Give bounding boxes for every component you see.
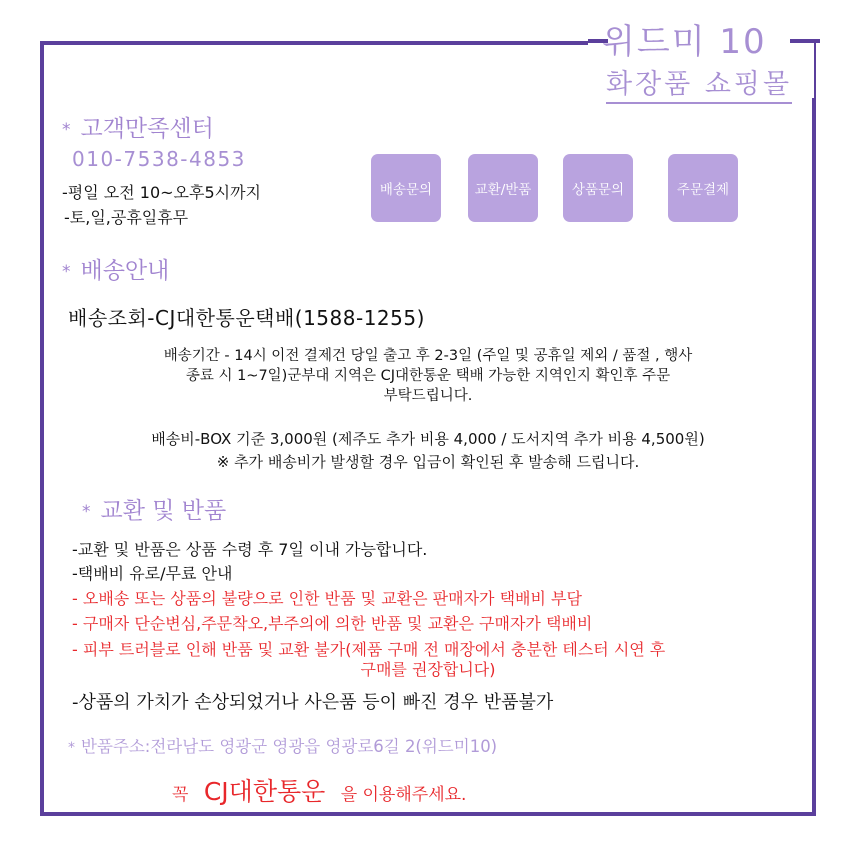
brand-title: 위드미 10 (602, 22, 767, 62)
tracking-info: 배송조회-CJ대한통운택배(1588-1255) (68, 306, 425, 330)
shipping-heading-text: 배송안내 (80, 258, 170, 284)
courier-name: CJ대한통운 (203, 777, 326, 806)
return-address (68, 733, 497, 757)
courier-notice-prefix: 꼭 (172, 785, 189, 805)
shipping-heading (62, 252, 169, 285)
returns-heading (82, 492, 226, 525)
asterisk-icon: * (82, 501, 91, 522)
shipping-fee: 배송비-BOX 기준 3,000원 (제주도 추가 비용 4,000 / 도서지역 추가 비용 4,500원) (151, 430, 705, 448)
asterisk-icon: * (62, 119, 71, 140)
return-address-text: 반품주소:전라남도 영광군 영광읍 영광로6길 2(위드미10) (81, 737, 498, 756)
buyer-pays-notice: - 구매자 단순변심,주문착오,부주의에 의한 반품 및 교환은 구매자가 택배비 (72, 614, 593, 633)
shipping-fee-note: ※ 추가 배송비가 발생할 경우 입금이 확인된 후 발송해 드립니다. (216, 453, 640, 471)
return-policy-2: -택배비 유로/무료 안내 (72, 564, 233, 583)
product-inquiry-button[interactable]: 상품문의 (563, 154, 633, 222)
no-return-condition: -상품의 가치가 손상되었거나 사은품 등이 빠진 경우 반품불가 (72, 692, 554, 713)
return-policy-1: -교환 및 반품은 상품 수령 후 7일 이내 가능합니다. (72, 540, 428, 559)
order-payment-button[interactable]: 주문결제 (668, 154, 738, 222)
frame-line-segment (790, 39, 820, 43)
skin-trouble-notice: - 피부 트러블로 인해 반품 및 교환 불가(제품 구매 전 매장에서 충분한 테스터 시연 후 (72, 640, 666, 659)
courier-notice-suffix: 을 이용해주세요. (340, 785, 467, 805)
shipping-inquiry-button[interactable]: 배송문의 (371, 154, 441, 222)
asterisk-icon: * (68, 740, 75, 756)
returns-heading-text: 교환 및 반품 (100, 498, 227, 524)
brand-subtitle: 화장품 쇼핑몰 (606, 62, 792, 104)
courier-notice (172, 772, 466, 808)
skin-trouble-notice-cont: 구매를 권장합니다) (360, 660, 496, 679)
exchange-return-button[interactable]: 교환/반품 (468, 154, 538, 222)
holiday-notice: -토,일,공휴일휴무 (64, 208, 189, 227)
business-hours: -평일 오전 10~오후5시까지 (62, 183, 261, 202)
customer-center-heading-text: 고객만족센터 (80, 116, 214, 142)
shipping-period-line-3: 부탁드립니다. (383, 388, 473, 404)
customer-center-heading (62, 110, 214, 143)
seller-pays-notice: - 오배송 또는 상품의 불량으로 인한 반품 및 교환은 판매자가 택배비 부담 (72, 589, 582, 608)
phone-number: 010-7538-4853 (72, 147, 246, 171)
shipping-period-line-1: 배송기간 - 14시 이전 결제건 당일 출고 후 2-3일 (주일 및 공휴일 제외 / 품절 , 행사 (163, 348, 693, 364)
asterisk-icon: * (62, 261, 71, 282)
shipping-period-line-2: 종료 시 1~7일)군부대 지역은 CJ대한통운 택배 가능한 지역인지 확인후 주문 (185, 368, 671, 384)
